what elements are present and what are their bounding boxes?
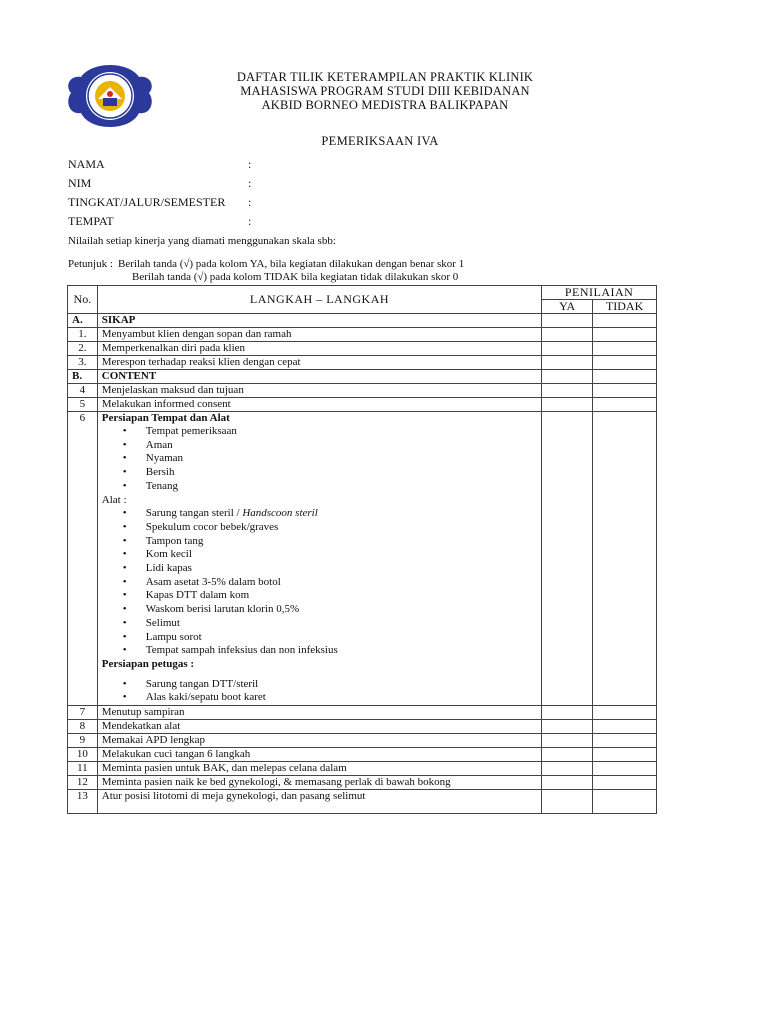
row-step: Meminta pasien naik ke bed gynekologi, & memasang perlak di bawah bokong	[97, 776, 541, 790]
header-tidak: TIDAK	[593, 300, 657, 314]
table-row	[68, 776, 657, 790]
header-line-3: AKBID BORNEO MEDISTRA BALIKPAPAN	[261, 98, 509, 112]
field-colon: :	[248, 157, 252, 171]
field-colon: :	[248, 176, 252, 190]
row-step: Meminta pasien untuk BAK, dan melepas celana dalam	[97, 762, 541, 776]
ya-checkbox-cell[interactable]	[542, 706, 593, 720]
tidak-checkbox-cell[interactable]	[593, 720, 657, 734]
list-item: • Selimut	[102, 617, 537, 631]
tidak-checkbox-cell[interactable]	[593, 398, 657, 412]
list-item: • Bersih	[102, 466, 537, 480]
field-label: TINGKAT/JALUR/SEMESTER	[68, 195, 226, 209]
list-item: • Alas kaki/sepatu boot karet	[102, 691, 537, 705]
ya-checkbox-cell[interactable]	[542, 384, 593, 398]
header-no: No.	[68, 286, 98, 314]
field-label: NIM	[68, 176, 92, 190]
field-label: NAMA	[68, 157, 105, 171]
tidak-cell	[593, 314, 657, 328]
header-langkah: LANGKAH – LANGKAH	[97, 286, 541, 314]
list-item: • Tempat pemeriksaan	[102, 425, 537, 439]
section-row-content	[68, 370, 657, 384]
header-penilaian: PENILAIAN	[542, 286, 657, 300]
list-item: • Spekulum cocor bebek/graves	[102, 521, 537, 535]
checklist-table	[67, 285, 657, 814]
field-colon: :	[248, 214, 252, 228]
section-title: SIKAP	[97, 314, 541, 328]
list-item-italic: Handscoon steril	[242, 507, 318, 520]
row-step: Melakukan informed consent	[97, 398, 541, 412]
header-ya: YA	[542, 300, 593, 314]
row-step: Melakukan cuci tangan 6 langkah	[97, 748, 541, 762]
table-row	[68, 762, 657, 776]
petugas-list	[102, 678, 537, 705]
tidak-checkbox-cell[interactable]	[593, 762, 657, 776]
list-item: • Waskom berisi larutan klorin 0,5%	[102, 603, 537, 617]
row-number: 2.	[68, 342, 98, 356]
tidak-checkbox-cell[interactable]	[593, 776, 657, 790]
tidak-checkbox-cell[interactable]	[593, 790, 657, 814]
ya-checkbox-cell[interactable]	[542, 412, 593, 706]
row-number: 12	[68, 776, 98, 790]
list-item: • Aman	[102, 439, 537, 453]
row-number: 10	[68, 748, 98, 762]
list-item: • Kom kecil	[102, 548, 537, 562]
list-item: • Sarung tangan DTT/steril	[102, 678, 537, 692]
section-row-sikap	[68, 314, 657, 328]
ya-checkbox-cell[interactable]	[542, 790, 593, 814]
ya-checkbox-cell[interactable]	[542, 762, 593, 776]
table-row	[68, 398, 657, 412]
row-number: 9	[68, 734, 98, 748]
row-step: Merespon terhadap reaksi klien dengan cepat	[97, 356, 541, 370]
table-row	[68, 748, 657, 762]
list-item: • Asam asetat 3-5% dalam botol	[102, 576, 537, 590]
header-line-2: MAHASISWA PROGRAM STUDI DIII KEBIDANAN	[240, 84, 530, 98]
document-subtitle: PEMERIKSAAN IVA	[321, 134, 439, 148]
row-step: Menjelaskan maksud dan tujuan	[97, 384, 541, 398]
petugas-label: Persiapan petugas :	[101, 657, 195, 670]
institution-logo	[65, 63, 155, 129]
list-item: • Kapas DTT dalam kom	[102, 589, 537, 603]
ya-checkbox-cell[interactable]	[542, 776, 593, 790]
scale-instruction: Nilailah setiap kinerja yang diamati menggunakan skala sbb:	[68, 235, 336, 247]
petunjuk-label: Petunjuk :	[68, 258, 113, 270]
table-row-persiapan	[68, 412, 657, 706]
row-number: 1.	[68, 328, 98, 342]
row-number: 13	[68, 790, 98, 814]
table-row	[68, 328, 657, 342]
row-step: Memperkenalkan diri pada klien	[97, 342, 541, 356]
ya-cell	[542, 314, 593, 328]
list-item: • Nyaman	[102, 452, 537, 466]
section-letter: A.	[68, 314, 98, 328]
table-row	[68, 706, 657, 720]
ya-checkbox-cell[interactable]	[542, 720, 593, 734]
tidak-checkbox-cell[interactable]	[593, 706, 657, 720]
list-item: • Tempat sampah infeksius dan non infeksius	[102, 644, 537, 658]
list-item: • Lampu sorot	[102, 631, 537, 645]
tidak-checkbox-cell[interactable]	[593, 342, 657, 356]
list-item	[102, 507, 537, 521]
list-item: • Lidi kapas	[102, 562, 537, 576]
persiapan-title: Persiapan Tempat dan Alat	[101, 412, 230, 424]
section-title: CONTENT	[97, 370, 541, 384]
table-row	[68, 356, 657, 370]
alat-list	[102, 507, 537, 658]
table-row	[68, 384, 657, 398]
row-number: 8	[68, 720, 98, 734]
tempat-list	[102, 425, 537, 494]
table-row	[68, 342, 657, 356]
alat-label: Alat :	[101, 493, 127, 506]
tidak-checkbox-cell[interactable]	[593, 356, 657, 370]
tidak-checkbox-cell[interactable]	[593, 734, 657, 748]
tidak-checkbox-cell[interactable]	[593, 328, 657, 342]
table-row	[68, 720, 657, 734]
section-letter: B.	[68, 370, 98, 384]
petunjuk-line-2: Berilah tanda (√) pada kolom TIDAK bila kegiatan tidak dilakukan skor 0	[132, 271, 459, 283]
ya-checkbox-cell[interactable]	[542, 356, 593, 370]
row-number: 11	[68, 762, 98, 776]
row-number: 4	[68, 384, 98, 398]
table-row	[68, 734, 657, 748]
row-number: 6	[68, 412, 98, 706]
ya-checkbox-cell[interactable]	[542, 734, 593, 748]
tidak-checkbox-cell[interactable]	[593, 748, 657, 762]
ya-checkbox-cell[interactable]	[542, 748, 593, 762]
ya-checkbox-cell[interactable]	[542, 328, 593, 342]
row-step: Menutup sampiran	[97, 706, 541, 720]
petunjuk-line-1: Berilah tanda (√) pada kolom YA, bila kegiatan dilakukan dengan benar skor 1	[118, 258, 465, 270]
tidak-checkbox-cell[interactable]	[593, 412, 657, 706]
row-step: Memakai APD lengkap	[97, 734, 541, 748]
ya-checkbox-cell[interactable]	[542, 398, 593, 412]
table-row	[68, 790, 657, 814]
tidak-checkbox-cell[interactable]	[593, 384, 657, 398]
row-number: 3.	[68, 356, 98, 370]
header-line-1: DAFTAR TILIK KETERAMPILAN PRAKTIK KLINIK	[236, 70, 534, 84]
row-number: 5	[68, 398, 98, 412]
list-item: • Tenang	[102, 480, 537, 494]
list-item-text: Sarung tangan steril /	[145, 507, 243, 520]
field-label: TEMPAT	[68, 214, 114, 228]
tidak-cell	[593, 370, 657, 384]
field-colon: :	[248, 195, 252, 209]
row-step: Atur posisi litotomi di meja gynekologi, dan pasang selimut	[97, 790, 541, 814]
ya-cell	[542, 370, 593, 384]
row-step: Menyambut klien dengan sopan dan ramah	[97, 328, 541, 342]
list-item: • Tampon tang	[102, 535, 537, 549]
document-header	[165, 70, 605, 112]
row-step: Mendekatkan alat	[97, 720, 541, 734]
row-step-persiapan	[97, 412, 541, 706]
ya-checkbox-cell[interactable]	[542, 342, 593, 356]
row-number: 7	[68, 706, 98, 720]
